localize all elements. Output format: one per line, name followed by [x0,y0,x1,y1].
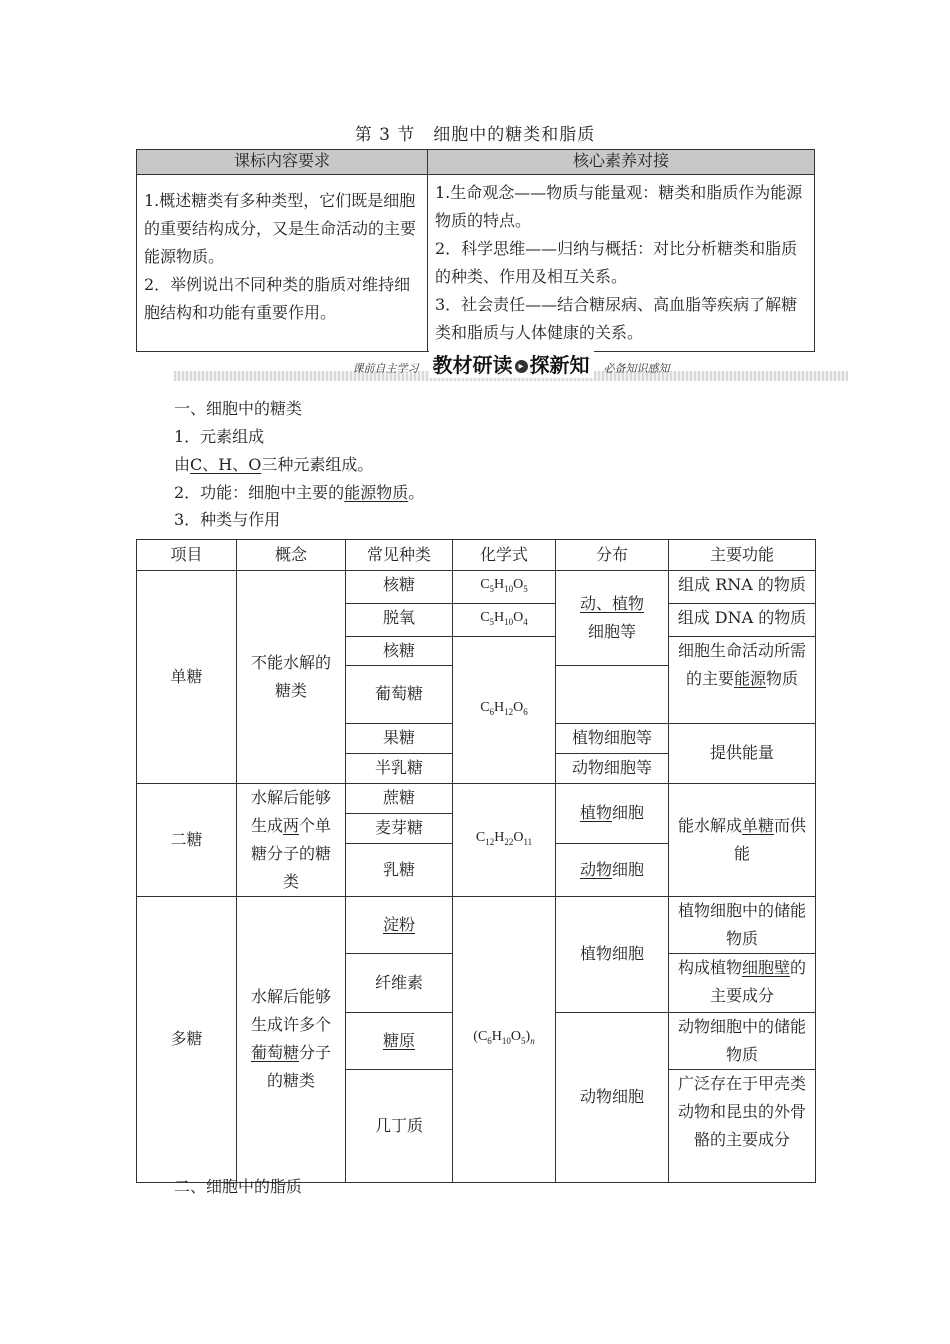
underlined-answer: 能源 [733,668,766,688]
distribution-text: 细胞 [612,803,645,823]
underlined-answer: 植物 [579,803,612,823]
concept-cell [237,571,346,784]
banner-title-part2: 探新知 [529,353,590,377]
banner-title-part1: 教材研读 [432,353,513,377]
category-cell: 多糖 [137,896,237,1182]
banner-right-label: 必备知识感知 [603,362,670,375]
kind-cell: 果糖 [346,723,453,753]
text-span: 的主要成分 [709,957,807,1005]
literacy-item: 1.生命观念——物质与能量观：糖类和脂质作为能源物质的特点。 [435,183,803,230]
section-banner [174,349,848,383]
column-header: 概念 [237,540,346,571]
underlined-answer: 葡萄糖 [250,1043,299,1063]
underlined-answer: 淀粉 [382,914,415,934]
distribution-cell [556,571,669,666]
kind-cell [346,896,453,953]
formula-cell: $C_{12}H_{22}O_{11}$ [453,783,556,896]
function-cell: 提供能量 [669,723,816,783]
function-cell: 广泛存在于甲壳类动物和昆虫的外骨骼的主要成分 [669,1069,816,1182]
section1-item1: 1．元素组成 [174,427,265,446]
section1-heading: 一、细胞中的糖类 [174,399,303,418]
banner-left-label: 课前自主学习 [352,362,419,375]
distribution-cell: 植物细胞 [556,896,669,1012]
function-cell: 动物细胞中的储能物质 [669,1012,816,1069]
text-span: 2．功能：细胞中主要的 [174,483,345,502]
function-cell: 组成 DNA 的物质 [669,603,816,636]
underlined-answer: 能源物质 [344,483,409,502]
standards-header-2: 核心素养对接 [428,150,815,175]
kind-cell: 纤维素 [346,953,453,1012]
distribution-cell [556,783,669,843]
function-cell [669,953,816,1012]
text-span: 细胞生命活动所需的主要 [677,640,806,688]
distribution-text: 细胞等 [587,621,636,641]
distribution-cell [556,843,669,896]
concept-text: 不能水解的糖类 [250,652,331,700]
column-header: 项目 [137,540,237,571]
text-span: 由 [174,455,191,474]
table-row [137,571,816,604]
text-span: 构成植物 [677,957,742,977]
text-span: 物质 [766,668,799,688]
table-header-row [137,540,816,571]
section2-heading: 二、细胞中的脂质 [174,1177,303,1196]
text-span: 分子的糖类 [266,1043,332,1091]
distribution-cell: 植物细胞等 [556,723,669,753]
concept-cell [237,783,346,896]
formula-cell: $C_5H_{10}O_4$ [453,603,556,636]
formula-cell: $C_5H_{10}O_5$ [453,571,556,604]
text-span: 水解后能够生成许多个 [250,987,331,1035]
kind-cell: 半乳糖 [346,753,453,783]
formula-cell: $C_6H_{12}O_6$ [453,636,556,783]
text-span: 能水解成 [677,815,742,835]
kind-cell: 葡萄糖 [346,665,453,723]
function-cell: 组成 RNA 的物质 [669,571,816,604]
section1-item2 [174,482,424,504]
kind-cell: 几丁质 [346,1069,453,1182]
literacy-item: 3．社会责任——结合糖尿病、高血脂等疾病了解糖类和脂质与人体健康的关系。 [435,295,798,342]
underlined-answer: 糖原 [382,1030,415,1050]
column-header: 主要功能 [669,540,816,571]
text-span: 三种元素组成。 [261,455,374,474]
standards-item: 1.概述糖类有多种类型，它们既是细胞的重要结构成分，又是生命活动的主要能源物质。 [144,191,417,266]
underlined-answer: 动、植物 [579,593,644,613]
underlined-answer: 单糖 [741,815,774,835]
column-header: 化学式 [453,540,556,571]
underlined-answer: C、H、O [190,455,262,474]
text-span: 。 [408,483,425,502]
page-title: 第 3 节 细胞中的糖类和脂质 [354,125,596,145]
underlined-answer: 细胞壁 [741,957,790,977]
kind-cell: 核糖 [346,571,453,604]
standards-header-1: 课标内容要求 [137,150,428,175]
banner-title [429,349,594,378]
literacy-content [428,175,815,352]
underlined-answer: 两 [282,815,299,835]
kind-cell: 乳糖 [346,843,453,896]
distribution-cell: 动物细胞等 [556,753,669,783]
arrow-right-icon: ▸ [515,360,528,373]
kind-cell: 蔗糖 [346,783,453,813]
category-cell: 二糖 [137,783,237,896]
standards-table [136,149,815,352]
text-span: 水解后能够生成 [250,787,331,835]
function-cell [669,783,816,896]
function-cell [669,636,816,723]
concept-cell [237,896,346,1182]
text-span: 而供能 [733,815,807,863]
section1-item1-text [174,454,373,476]
literacy-item: 2．科学思维——归纳与概括：对比分析糖类和脂质的种类、作用及相互关系。 [435,239,798,286]
distribution-text: 细胞 [612,859,645,879]
text-span: 个单糖分子的糖类 [250,815,332,891]
column-header: 分布 [556,540,669,571]
standards-content [137,175,428,352]
category-cell: 单糖 [137,571,237,784]
column-header: 常见种类 [346,540,453,571]
formula-cell: $(C_6H_{10}O_5)_n$ [453,896,556,1182]
function-cell: 植物细胞中的储能物质 [669,896,816,953]
table-row [137,896,816,953]
kind-cell [346,1012,453,1069]
section1-item3: 3．种类与作用 [174,510,281,529]
distribution-cell: 动物细胞 [556,1012,669,1182]
kind-cell: 麦芽糖 [346,813,453,843]
sugar-table [136,539,816,1183]
table-row [137,783,816,813]
standards-item: 2．举例说出不同种类的脂质对维持细胞结构和功能有重要作用。 [144,275,411,322]
underlined-answer: 动物 [579,859,612,879]
kind-cell: 脱氧 [346,603,453,636]
kind-cell: 核糖 [346,636,453,665]
